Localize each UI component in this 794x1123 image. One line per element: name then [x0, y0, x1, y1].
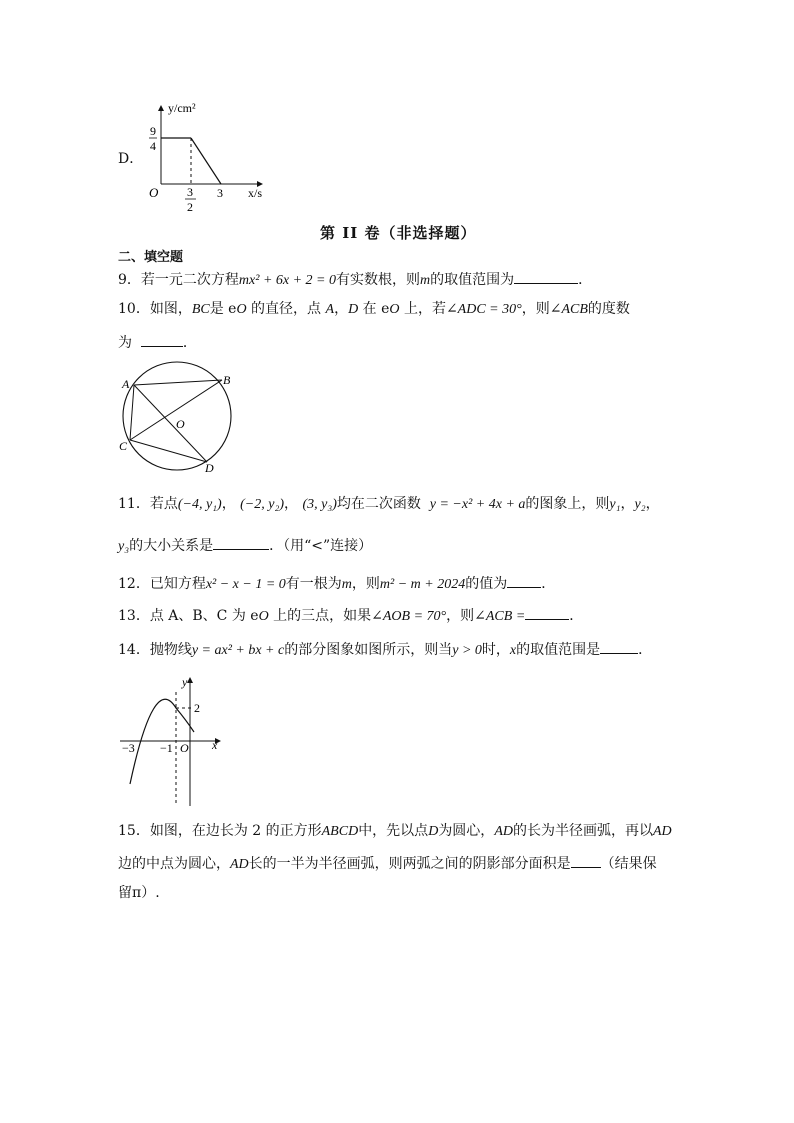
- answer-blank-12[interactable]: [507, 575, 541, 588]
- question-11-line2: y₃的大小关系是 ．（用“<”连接）: [118, 538, 373, 554]
- question-10-line1: 10．如图，BC是 eO 的直径，点 A，D 在 eO 上，若∠ADC = 30°，则∠ACB的度数: [118, 301, 630, 317]
- answer-blank-14[interactable]: [600, 641, 638, 654]
- vertex-value: 2: [194, 701, 200, 715]
- parabola-figure: [112, 672, 232, 812]
- origin-label: O: [180, 741, 189, 755]
- answer-blank-11[interactable]: [213, 537, 269, 550]
- option-d-label: D．: [118, 151, 144, 167]
- question-11-line1: 11．若点(−4, y₁)， (−2, y₂)， (3, y₃)均在二次函数 y = −x² + 4x + a的图象上，则y₁，y₂，: [118, 496, 660, 512]
- root-neg3: −3: [122, 741, 135, 755]
- label-a: A: [122, 377, 130, 391]
- circle-figure: [112, 358, 242, 480]
- option-d-graph: [140, 98, 280, 216]
- y-tick-den: 4: [150, 139, 156, 153]
- diameter-bc: [130, 380, 222, 440]
- question-12: 12．已知方程x² − x − 1 = 0有一根为m，则m² − m + 2024的值为 ．: [118, 576, 556, 592]
- x-tick1-den: 2: [187, 200, 193, 214]
- question-9: 9．若一元二次方程mx² + 6x + 2 = 0有实数根，则m的取值范围为 ．: [118, 272, 593, 288]
- answer-blank-15[interactable]: [571, 855, 601, 868]
- question-15-line2: 边的中点为圆心，AD长的一半为半径画弧，则两弧之间的阴影部分面积是 （结果保: [118, 856, 657, 872]
- y-axis-label: y/cm²: [168, 101, 196, 115]
- x-tick2: 3: [217, 186, 223, 200]
- question-14: 14．抛物线y = ax² + bx + c的部分图象如图所示，则当y > 0时，x的取值范围是 ．: [118, 642, 653, 658]
- label-b: B: [223, 373, 231, 387]
- x-label: x: [212, 738, 218, 752]
- chord-cd: [130, 440, 207, 462]
- chord-ab: [134, 380, 222, 385]
- axis-neg1: −1: [160, 741, 173, 755]
- answer-blank-13[interactable]: [525, 607, 569, 620]
- section-title: 第 II 卷（非选择题）: [320, 224, 477, 242]
- chord-ac: [130, 385, 134, 440]
- subsection-title: 二、填空题: [118, 250, 184, 265]
- question-10-line2: 为 ．: [118, 335, 197, 351]
- question-13: 13．点 A、B、C 为 eO 上的三点，如果∠AOB = 70°，则∠ACB = ．: [118, 608, 584, 624]
- label-d: D: [205, 461, 214, 475]
- question-15-line3: 留π）.: [118, 885, 160, 901]
- x-tick1-num: 3: [187, 185, 193, 199]
- answer-blank-10[interactable]: [141, 334, 183, 347]
- x-axis-label: x/s: [248, 186, 263, 200]
- answer-blank-9[interactable]: [514, 271, 578, 284]
- y-label: y: [182, 675, 188, 689]
- question-15-line1: 15．如图，在边长为 2 的正方形ABCD中，先以点D为圆心，AD的长为半径画弧，再以AD: [118, 823, 672, 839]
- graph-slope-segment: [191, 138, 221, 184]
- label-o: O: [176, 417, 185, 431]
- y-tick-num: 9: [150, 124, 156, 138]
- origin-label: O: [149, 185, 159, 200]
- label-c: C: [119, 439, 128, 453]
